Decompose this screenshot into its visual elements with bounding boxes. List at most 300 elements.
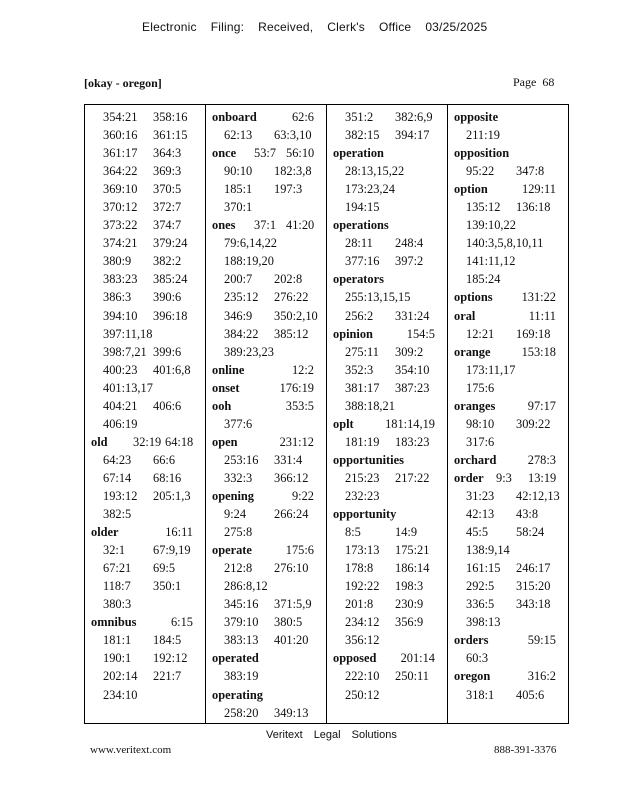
page-line-ref: 231:12 [279, 434, 314, 449]
page-line-ref: 31:23 [466, 488, 495, 503]
index-term-row [212, 108, 324, 126]
page-line-ref: 250:12 [345, 687, 380, 702]
page-line-ref: 309:22 [516, 416, 551, 431]
page-line-ref: 276:10 [274, 561, 309, 576]
page-line-ref: 6:15 [170, 615, 193, 630]
index-citation-row [212, 704, 324, 722]
page-line-ref: 211:19 [466, 128, 500, 143]
page-line-ref: 161:15 [466, 561, 501, 576]
index-citation-row [212, 595, 324, 613]
page-line-ref: 400:23 [103, 362, 138, 377]
page-line-ref: 396:18 [153, 308, 188, 323]
page-line-ref: 37:1 [254, 218, 277, 233]
index-citation-row [333, 541, 445, 559]
index-citation-row [454, 541, 566, 559]
page-line-ref: 62:6 [291, 110, 314, 124]
page-line-ref: 377:16 [345, 254, 380, 269]
index-citation-row [91, 415, 203, 433]
page-line-ref: 232:23 [345, 488, 380, 503]
header-word: Received, [258, 20, 314, 34]
header-word: Office [378, 20, 412, 34]
index-term: orange [454, 344, 491, 359]
page-line-ref: 192:12 [153, 651, 188, 666]
index-term-row [454, 307, 566, 325]
page-line-ref: 173:23,24 [345, 182, 395, 197]
page-line-ref: 350:1 [153, 579, 182, 594]
page-line-ref: 286:8,12 [224, 579, 268, 594]
index-term-row [212, 216, 324, 234]
index-citation-row [91, 108, 203, 126]
page-line-ref: 346:9 [224, 308, 253, 323]
index-citation-row [91, 234, 203, 252]
page-line-ref: 201:8 [345, 597, 374, 612]
page-line-ref: 401:13,17 [103, 380, 153, 395]
index-citation-row [333, 631, 445, 649]
page-line-ref: 331:24 [395, 308, 430, 323]
index-citation-row [91, 126, 203, 144]
index-citation-row [91, 325, 203, 343]
page-line-ref: 217:22 [395, 470, 430, 485]
page-line-ref: 256:2 [345, 308, 374, 323]
index-citation-row [454, 252, 566, 270]
page-line-ref: 398:7,21 [103, 344, 147, 359]
page-line-ref: 404:21 [103, 398, 138, 413]
page-line-ref: 275:8 [224, 525, 253, 540]
page-line-ref: 221:7 [153, 669, 182, 684]
page-line-ref: 185:24 [466, 272, 501, 287]
page-line-ref: 356:12 [345, 633, 380, 648]
index-citation-row [333, 379, 445, 397]
index-citation-row [91, 577, 203, 595]
page-line-ref: 384:22 [224, 326, 259, 341]
index-citation-row [454, 162, 566, 180]
page-line-ref: 354:10 [395, 362, 430, 377]
index-citation-row [333, 198, 445, 216]
page-line-ref: 276:22 [274, 290, 309, 305]
index-term: orders [454, 633, 489, 648]
page-line-ref: 347:8 [516, 164, 545, 179]
index-term-row [454, 631, 566, 649]
index-citation-row [212, 577, 324, 595]
page-line-ref: 45:5 [466, 525, 489, 540]
index-term: opening [212, 488, 255, 503]
index-citation-row [91, 649, 203, 667]
page-line-ref: 176:19 [279, 380, 314, 395]
page-line-ref: 13:19 [528, 470, 557, 485]
index-citation-row [333, 523, 445, 541]
index-term: opposite [454, 110, 499, 124]
index-citation-row [212, 307, 324, 325]
index-term: omnibus [91, 615, 137, 630]
page-line-ref: 192:22 [345, 579, 380, 594]
filing-stamp-header [142, 20, 501, 34]
page-line-ref: 90:10 [224, 164, 253, 179]
index-term: opposition [454, 146, 510, 161]
page-line-ref: 153:18 [521, 344, 556, 359]
page-line-ref: 53:7 [254, 146, 277, 161]
index-term: onset [212, 380, 240, 395]
page-line-ref: 169:18 [516, 326, 551, 341]
page-line-ref: 182:3,8 [274, 164, 312, 179]
index-citation-row [454, 523, 566, 541]
page-line-ref: 266:24 [274, 507, 309, 522]
page-line-ref: 401:20 [274, 633, 309, 648]
index-term: once [212, 146, 237, 161]
page-line-ref: 275:11 [345, 344, 379, 359]
page-line-ref: 28:13,15,22 [345, 164, 405, 179]
index-citation-row [91, 198, 203, 216]
page-line-ref: 369:10 [103, 182, 138, 197]
index-citation-row [212, 415, 324, 433]
page-line-ref: 198:3 [395, 579, 424, 594]
index-term: oral [454, 308, 476, 323]
index-term: older [91, 525, 119, 540]
index-term-row [454, 108, 566, 126]
index-term: opportunities [333, 452, 404, 467]
page-line-ref: 98:10 [466, 416, 495, 431]
page-line-ref: 173:11,17 [466, 362, 516, 377]
page-line-ref: 190:1 [103, 651, 132, 666]
index-citation-row [454, 649, 566, 667]
index-citation-row [91, 469, 203, 487]
index-term-row [454, 451, 566, 469]
index-citation-row [333, 361, 445, 379]
page-line-ref: 406:6 [153, 398, 182, 413]
index-column-3 [333, 108, 445, 704]
page-line-ref: 184:5 [153, 633, 182, 648]
index-citation-row [91, 162, 203, 180]
page-line-ref: 175:6 [466, 380, 495, 395]
page-line-ref: 401:6,8 [153, 362, 191, 377]
page-line-ref: 374:21 [103, 236, 138, 251]
index-term-row [91, 613, 203, 631]
page-line-ref: 64:18 [165, 434, 194, 449]
page-line-ref: 14:9 [395, 525, 418, 540]
page-line-ref: 16:11 [165, 525, 193, 540]
page-line-ref: 253:16 [224, 452, 259, 467]
page-line-ref: 194:15 [345, 200, 380, 215]
index-term-row [91, 433, 203, 451]
page-line-ref: 222:10 [345, 669, 380, 684]
index-term: operating [212, 687, 263, 702]
index-term: operated [212, 651, 259, 666]
column-divider [326, 105, 327, 723]
page-line-ref: 278:3 [527, 452, 556, 467]
index-citation-row [333, 252, 445, 270]
index-citation-row [333, 559, 445, 577]
page-line-ref: 32:19 [133, 434, 162, 449]
index-citation-row [91, 216, 203, 234]
page-line-ref: 374:7 [153, 218, 182, 233]
page-line-ref: 382:6,9 [395, 110, 433, 124]
page-line-ref: 202:8 [274, 272, 303, 287]
footer-company-word: Legal [313, 729, 341, 741]
page-line-ref: 382:5 [103, 507, 132, 522]
page-line-ref: 255:13,15,15 [345, 290, 411, 305]
page-line-ref: 64:23 [103, 452, 132, 467]
header-word: Clerk's [327, 20, 365, 34]
page-line-ref: 390:6 [153, 290, 182, 305]
header-word: 03/25/2025 [425, 20, 488, 34]
index-term-row [212, 649, 324, 667]
index-citation-row [212, 631, 324, 649]
index-citation-row [91, 180, 203, 198]
page-line-ref: 8:5 [345, 525, 361, 540]
index-term-row [454, 667, 566, 685]
page-line-ref: 181:19 [345, 434, 380, 449]
page-line-ref: 67:14 [103, 470, 132, 485]
index-term-row [91, 523, 203, 541]
index-citation-row [91, 144, 203, 162]
index-citation-row [212, 325, 324, 343]
index-citation-row [454, 577, 566, 595]
page-line-ref: 215:23 [345, 470, 380, 485]
index-term-row [454, 397, 566, 415]
page-line-ref: 381:17 [345, 380, 380, 395]
page-line-ref: 175:6 [285, 543, 314, 558]
page-line-ref: 186:14 [395, 561, 430, 576]
page-line-ref: 42:13 [466, 507, 495, 522]
page-line-ref: 383:13 [224, 633, 259, 648]
index-term-row [333, 216, 445, 234]
index-citation-row [212, 469, 324, 487]
page-line-ref: 141:11,12 [466, 254, 516, 269]
page-line-ref: 129:11 [522, 182, 556, 197]
index-citation-row [454, 433, 566, 451]
page-line-ref: 68:16 [153, 470, 182, 485]
footer-company [266, 729, 408, 741]
page-line-ref: 316:2 [527, 669, 556, 684]
page-line-ref: 173:13 [345, 543, 380, 558]
page-line-ref: 181:14,19 [385, 416, 435, 431]
page-line-ref: 185:1 [224, 182, 253, 197]
index-term: option [454, 182, 488, 197]
index-term-row [333, 649, 445, 667]
index-term: operators [333, 272, 384, 287]
index-citation-row [333, 577, 445, 595]
index-term-row [333, 415, 445, 433]
footer-website: www.veritext.com [90, 744, 172, 756]
index-term: ones [212, 218, 236, 233]
index-citation-row [91, 541, 203, 559]
page-line-ref: 370:5 [153, 182, 182, 197]
page-line-ref: 32:1 [103, 543, 126, 558]
index-range: [okay - oregon] [84, 76, 162, 90]
page-line-ref: 178:8 [345, 561, 374, 576]
index-term: options [454, 290, 493, 305]
index-citation-row [91, 397, 203, 415]
page-line-ref: 246:17 [516, 561, 551, 576]
page-line-ref: 154:5 [406, 326, 435, 341]
page-line-ref: 12:21 [466, 326, 495, 341]
page-line-ref: 175:21 [395, 543, 430, 558]
index-citation-row [333, 126, 445, 144]
page-line-ref: 352:3 [345, 362, 374, 377]
page-line-ref: 388:18,21 [345, 398, 395, 413]
index-citation-row [454, 379, 566, 397]
page-line-ref: 200:7 [224, 272, 253, 287]
index-term: online [212, 362, 245, 377]
index-citation-row [454, 198, 566, 216]
word-index-table [84, 104, 569, 724]
page-line-ref: 382:15 [345, 128, 380, 143]
index-citation-row [91, 451, 203, 469]
index-citation-row [454, 126, 566, 144]
page-line-ref: 135:12 [466, 200, 501, 215]
page-line-ref: 136:18 [516, 200, 551, 215]
index-term: opposed [333, 651, 377, 666]
page-line-ref: 380:3 [103, 597, 132, 612]
page-line-ref: 350:2,10 [274, 308, 318, 323]
index-citation-row [91, 252, 203, 270]
index-citation-row [212, 252, 324, 270]
page-line-ref: 345:16 [224, 597, 259, 612]
index-citation-row [91, 270, 203, 288]
page-line-ref: 67:21 [103, 561, 132, 576]
index-term-row [212, 433, 324, 451]
page-line-ref: 386:3 [103, 290, 132, 305]
index-column-4 [454, 108, 566, 704]
page-line-ref: 379:24 [153, 236, 188, 251]
index-citation-row [91, 559, 203, 577]
index-citation-row [212, 162, 324, 180]
page-line-ref: 41:20 [286, 218, 315, 233]
index-citation-row [212, 451, 324, 469]
page-line-ref: 356:9 [395, 615, 424, 630]
index-citation-row [212, 667, 324, 685]
header-word: Filing: [210, 20, 245, 34]
index-citation-row [333, 667, 445, 685]
index-citation-row [91, 487, 203, 505]
footer-phone: 888-391-3376 [494, 744, 557, 756]
page-line-ref: 230:9 [395, 597, 424, 612]
index-citation-row [333, 487, 445, 505]
index-citation-row [212, 559, 324, 577]
page-line-ref: 79:6,14,22 [224, 236, 278, 251]
index-citation-row [454, 686, 566, 704]
page-line-ref: 387:23 [395, 380, 430, 395]
page-line-ref: 235:12 [224, 290, 259, 305]
page-line-ref: 349:13 [274, 705, 309, 720]
index-citation-row [212, 288, 324, 306]
index-citation-row [91, 505, 203, 523]
page-line-ref: 118:7 [103, 579, 131, 594]
index-term-row [454, 144, 566, 162]
index-term: ooh [212, 398, 232, 413]
index-term-row [333, 144, 445, 162]
page-number [513, 75, 554, 90]
page-line-ref: 389:23,23 [224, 344, 274, 359]
page-line-ref: 59:15 [527, 633, 556, 648]
page-line-ref: 183:23 [395, 434, 430, 449]
page-line-ref: 97:17 [527, 398, 556, 413]
index-citation-row [333, 595, 445, 613]
index-column-2 [212, 108, 324, 722]
page-line-ref: 69:5 [153, 561, 176, 576]
page-line-ref: 364:3 [153, 146, 182, 161]
page-line-ref: 383:19 [224, 669, 259, 684]
index-citation-row [454, 234, 566, 252]
index-term: operation [333, 146, 384, 161]
page-line-ref: 202:14 [103, 669, 138, 684]
index-citation-row [91, 307, 203, 325]
index-citation-row [91, 595, 203, 613]
page-line-ref: 60:3 [466, 651, 489, 666]
index-citation-row [454, 595, 566, 613]
index-citation-row [454, 270, 566, 288]
index-term: oplt [333, 416, 354, 431]
page-line-ref: 382:2 [153, 254, 182, 269]
page-line-ref: 248:4 [395, 236, 424, 251]
index-citation-row [91, 343, 203, 361]
index-column-1 [91, 108, 203, 704]
page-line-ref: 58:24 [516, 525, 545, 540]
index-term: operations [333, 218, 389, 233]
index-citation-row [333, 288, 445, 306]
index-citation-row [333, 433, 445, 451]
index-term: oregon [454, 669, 491, 684]
page-line-ref: 315:20 [516, 579, 551, 594]
index-citation-row [91, 361, 203, 379]
page-line-ref: 212:8 [224, 561, 253, 576]
page-line-ref: 370:1 [224, 200, 253, 215]
index-term-row [212, 144, 324, 162]
index-citation-row [333, 162, 445, 180]
page-line-ref: 131:22 [521, 290, 556, 305]
index-term: onboard [212, 110, 257, 124]
page-line-ref: 95:22 [466, 164, 495, 179]
page-line-ref: 379:10 [224, 615, 259, 630]
index-citation-row [212, 198, 324, 216]
page-line-ref: 383:23 [103, 272, 138, 287]
page-line-ref: 377:6 [224, 416, 253, 431]
index-citation-row [333, 180, 445, 198]
page-line-ref: 258:20 [224, 705, 259, 720]
page-line-ref: 56:10 [286, 146, 315, 161]
page-label: Page [513, 75, 537, 89]
page-line-ref: 201:14 [400, 651, 435, 666]
page-line-ref: 394:10 [103, 308, 138, 323]
page-line-ref: 397:2 [395, 254, 424, 269]
page-line-ref: 66:6 [153, 452, 176, 467]
index-term-row [454, 288, 566, 306]
page-line-ref: 234:10 [103, 687, 138, 702]
page-line-ref: 193:12 [103, 488, 138, 503]
index-citation-row [333, 397, 445, 415]
page-line-ref: 67:9,19 [153, 543, 191, 558]
page-line-ref: 385:24 [153, 272, 188, 287]
index-term: operate [212, 543, 252, 558]
page-line-ref: 63:3,10 [274, 128, 312, 143]
page-line-ref: 373:22 [103, 218, 138, 233]
page-line-ref: 197:3 [274, 182, 303, 197]
page-line-ref: 358:16 [153, 110, 188, 124]
page-line-ref: 318:1 [466, 687, 495, 702]
index-term-row [454, 180, 566, 198]
index-term: opportunity [333, 507, 397, 522]
page-line-ref: 366:12 [274, 470, 309, 485]
index-term-row [333, 451, 445, 469]
column-divider [447, 105, 448, 723]
index-citation-row [91, 288, 203, 306]
page-line-ref: 399:6 [153, 344, 182, 359]
index-citation-row [212, 343, 324, 361]
page-line-ref: 370:12 [103, 200, 138, 215]
page-line-ref: 42:12,13 [516, 488, 560, 503]
page-line-ref: 397:11,18 [103, 326, 153, 341]
index-term: opinion [333, 326, 373, 341]
page-line-ref: 351:2 [345, 110, 374, 124]
